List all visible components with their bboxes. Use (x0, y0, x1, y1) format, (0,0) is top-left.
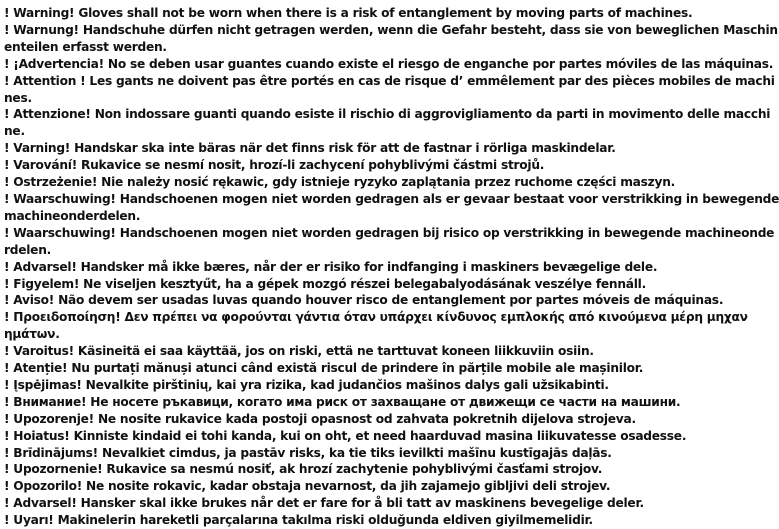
warning-line-greek: ! Προειδοποίηση! Δεν πρέπει να φορούνται γάντια όταν υπάρχει κίνδυνος εμπλοκής από κινούμενα μέρη μηχαν (4, 310, 748, 325)
warning-line-romanian: ! Atenție! Nu purtați mănuși atunci când există riscul de prindere în părțile mobile ale mașinilor. (4, 361, 644, 376)
warning-line-latvian: ! Brīdinājums! Nevalkiet cimdus, ja pastāv risks, ka tie tiks ievilkti mašīnu kustīgajās daļās. (4, 445, 612, 460)
warning-line-dutch-2-cont: rdelen. (4, 242, 51, 257)
warning-line-dutch: ! Waarschuwing! Handschoenen mogen niet worden gedragen als er gevaar bestaat voor verstrikking in bewegende (4, 191, 779, 206)
warning-line-bulgarian: ! Внимание! Не носете ръкавици, когато има риск от захващане от движещи се части на машини. (4, 394, 681, 409)
warning-line-hungarian: ! Figyelem! Ne viseljen kesztyűt, ha a gépek mozgó részei belegabalyodásának veszélye fennáll. (4, 276, 646, 291)
warning-line-danish: ! Advarsel! Handsker må ikke bæres, når der er risiko for indfanging i maskiners bevægelige dele. (4, 259, 658, 274)
warning-line-estonian: ! Hoiatus! Kinniste kindaid ei tohi kanda, kui on oht, et need haarduvad masina liikuvatesse osadesse. (4, 428, 687, 443)
warning-line-norwegian: ! Advarsel! Hansker skal ikke brukes når det er fare for å bli tatt av maskinens bevegelige deler. (4, 496, 644, 511)
warning-line-slovak: ! Upozornenie! Rukavice sa nesmú nosiť, ak hrozí zachytenie pohyblivými časťami strojov. (4, 462, 603, 477)
warning-line-french: ! Attention ! Les gants ne doivent pas être portés en cas de risque d’ emmêlement par des pièces mobiles de machi (4, 73, 775, 88)
warning-line-spanish: ! ¡Advertencia! No se deben usar guantes cuando existe el riesgo de enganche por partes móviles de las máquinas. (4, 56, 774, 71)
warning-line-french-cont: nes. (4, 90, 32, 105)
warning-line-english: ! Warning! Gloves shall not be worn when there is a risk of entanglement by moving parts of machines. (4, 6, 693, 20)
warning-line-polish: ! Ostrzeżenie! Nie należy nosić rękawic, gdy istnieje ryzyko zaplątania przez ruchome części maszyn. (4, 175, 675, 190)
warning-line-croatian: ! Upozorenje! Ne nosite rukavice kada postoji opasnost od zahvata pokretnih dijelova strojeva. (4, 411, 636, 426)
warning-line-dutch-cont: machineonderdelen. (4, 208, 141, 223)
warning-line-greek-cont: ημάτων. (4, 327, 60, 342)
warning-line-dutch-2: ! Waarschuwing! Handschoenen mogen niet worden gedragen bij risico op verstrikking in bewegende machineonde (4, 225, 775, 240)
warning-line-turkish: ! Uyarı! Makinelerin hareketli parçalarına takılma riski olduğunda eldiven giyilmemelidir. (4, 513, 593, 528)
warning-line-swedish: ! Varning! Handskar ska inte bäras när det finns risk för att de fastnar i rörliga maskindelar. (4, 141, 616, 156)
warning-line-slovenian: ! Opozorilo! Ne nosite rokavic, kadar obstaja nevarnost, da jih zajamejo gibljivi deli strojev. (4, 479, 611, 494)
warning-line-italian: ! Attenzione! Non indossare guanti quando esiste il rischio di aggrovigliamento da parti in movimento delle macchi (4, 107, 771, 122)
warning-line-portuguese: ! Aviso! Não devem ser usadas luvas quando houver risco de entanglement por partes móveis de máquinas. (4, 293, 724, 308)
warning-line-german: ! Warnung! Handschuhe dürfen nicht getragen werden, wenn die Gefahr besteht, dass sie von beweglichen Maschin (4, 22, 778, 37)
warning-line-german-cont: enteilen erfasst werden. (4, 39, 167, 54)
warning-line-lithuanian: ! Įspėjimas! Nevalkite pirštinių, kai yra rizika, kad judančios mašinos dalys gali užsikabinti. (4, 377, 609, 392)
warning-line-italian-cont: ne. (4, 124, 25, 139)
warning-line-finnish: ! Varoitus! Käsineitä ei saa käyttää, jos on riski, että ne tarttuvat koneen liikkuviin osiin. (4, 344, 594, 359)
warning-line-czech: ! Varování! Rukavice se nesmí nosit, hrozí-li zachycení pohyblivými částmi strojů. (4, 158, 545, 173)
